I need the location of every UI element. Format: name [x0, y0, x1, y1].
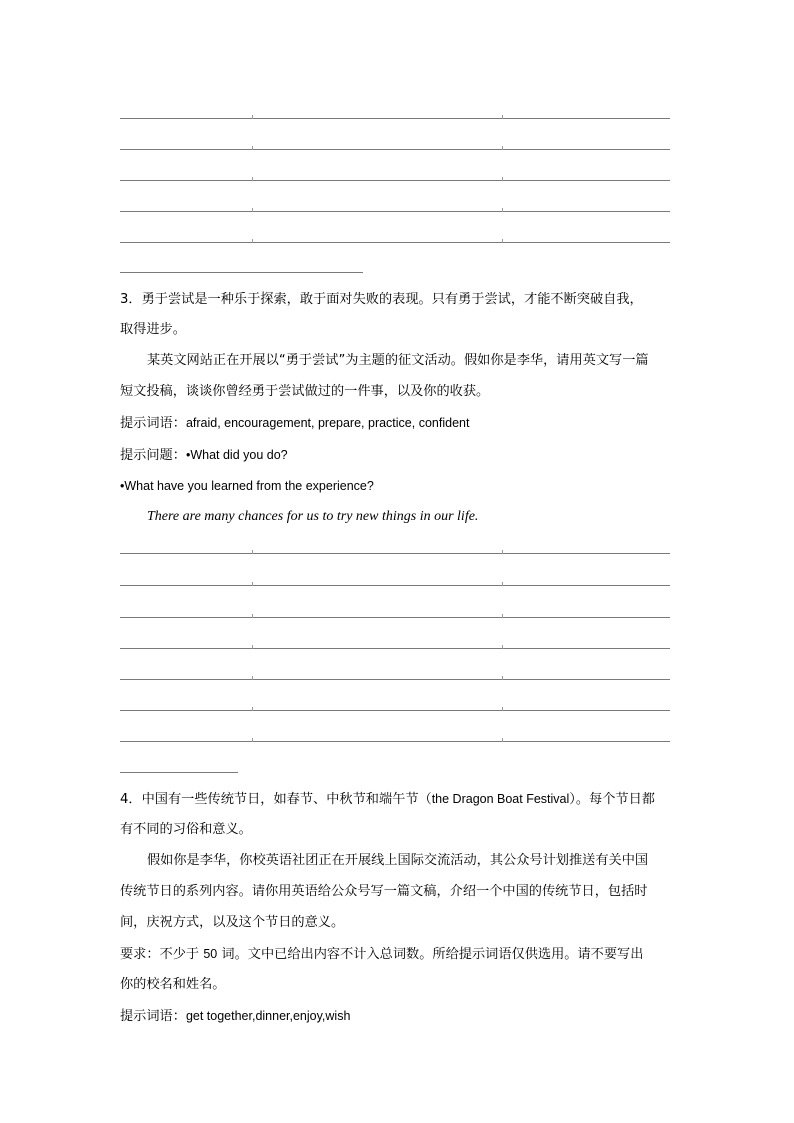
- line-tick: [502, 707, 503, 711]
- line-tick: [502, 208, 503, 212]
- q3-prompt-line-2: 取得进步。: [120, 322, 186, 337]
- line-tick: [252, 115, 253, 119]
- writing-line-end: [120, 272, 363, 273]
- writing-line: [120, 585, 670, 586]
- line-tick: [502, 115, 503, 119]
- line-tick: [252, 707, 253, 711]
- writing-line: [120, 617, 670, 618]
- line-tick: [252, 239, 253, 243]
- writing-line: [120, 648, 670, 649]
- q4-prompt-text-a: 4．中国有一些传统节日，如春节、中秋节和端午节（: [120, 792, 432, 807]
- line-tick: [252, 146, 253, 150]
- line-tick: [502, 239, 503, 243]
- writing-line-end: [120, 772, 238, 773]
- q4-requirement-text-a: 要求：不少于: [120, 947, 204, 962]
- line-tick: [252, 208, 253, 212]
- writing-line: [120, 211, 670, 212]
- writing-line: [120, 741, 670, 742]
- q4-requirement-word-count: 50: [203, 947, 218, 961]
- line-tick: [252, 582, 253, 586]
- line-tick: [502, 676, 503, 680]
- writing-line: [120, 710, 670, 711]
- q3-task-line-2: 短文投稿，谈谈你曾经勇于尝试做过的一件事，以及你的收获。: [120, 384, 490, 399]
- line-tick: [252, 645, 253, 649]
- q4-hint-words: [120, 1006, 675, 1027]
- writing-line: [120, 180, 670, 181]
- q3-hint-question-1: [120, 445, 675, 466]
- q3-hint-words-label: 提示词语：: [120, 416, 186, 431]
- q3-hint-question-2: •What have you learned from the experience?: [120, 479, 374, 493]
- line-tick: [502, 146, 503, 150]
- q4-requirement-line-1: [120, 944, 675, 965]
- q4-hint-words-text: get together,dinner,enjoy,wish: [185, 1009, 351, 1023]
- q4-prompt-text-b: the Dragon Boat Festival: [431, 792, 570, 806]
- line-tick: [252, 177, 253, 181]
- writing-line: [120, 118, 670, 119]
- line-tick: [502, 738, 503, 742]
- q4-task-line-1: 假如你是李华，你校英语社团正在开展线上国际交流活动，其公众号计划推送有关中国: [147, 853, 649, 868]
- line-tick: [502, 177, 503, 181]
- q4-hint-words-label: 提示词语：: [120, 1009, 186, 1024]
- writing-line: [120, 149, 670, 150]
- line-tick: [502, 614, 503, 618]
- line-tick: [252, 676, 253, 680]
- writing-line: [120, 679, 670, 680]
- line-tick: [502, 550, 503, 554]
- line-tick: [502, 582, 503, 586]
- writing-line: [120, 242, 670, 243]
- line-tick: [252, 738, 253, 742]
- q4-prompt-line-2: 有不同的习俗和意义。: [120, 822, 252, 837]
- q3-opening-sentence: There are many chances for us to try new things in our life.: [147, 509, 479, 524]
- line-tick: [502, 645, 503, 649]
- q4-prompt-text-c: ）。每个节日都: [569, 792, 655, 807]
- q4-requirement-line-2: 你的校名和姓名。: [120, 977, 226, 992]
- q4-task-line-3: 间，庆祝方式，以及这个节日的意义。: [120, 915, 345, 930]
- q3-hint-words-text: afraid, encouragement, prepare, practice, confident: [185, 416, 470, 430]
- q3-hint-questions-label: 提示问题：: [120, 448, 186, 463]
- line-tick: [252, 550, 253, 554]
- q4-requirement-text-c: 词。文中已给出内容不计入总词数。所给提示词语仅供选用。请不要写出: [217, 947, 644, 962]
- q3-hint-words: [120, 413, 675, 434]
- q3-task-line-1: 某英文网站正在开展以“勇于尝试”为主题的征文活动。假如你是李华，请用英文写一篇: [147, 353, 649, 368]
- q4-task-line-2: 传统节日的系列内容。请你用英语给公众号写一篇文稿，介绍一个中国的传统节日，包括时: [120, 884, 648, 899]
- q4-prompt-line-1: [120, 789, 675, 810]
- writing-line: [120, 553, 670, 554]
- q3-prompt-line-1: 3．勇于尝试是一种乐于探索，敢于面对失败的表现。只有勇于尝试，才能不断突破自我，: [120, 292, 643, 307]
- line-tick: [252, 614, 253, 618]
- q3-hint-question-1-text: •What did you do?: [185, 448, 288, 462]
